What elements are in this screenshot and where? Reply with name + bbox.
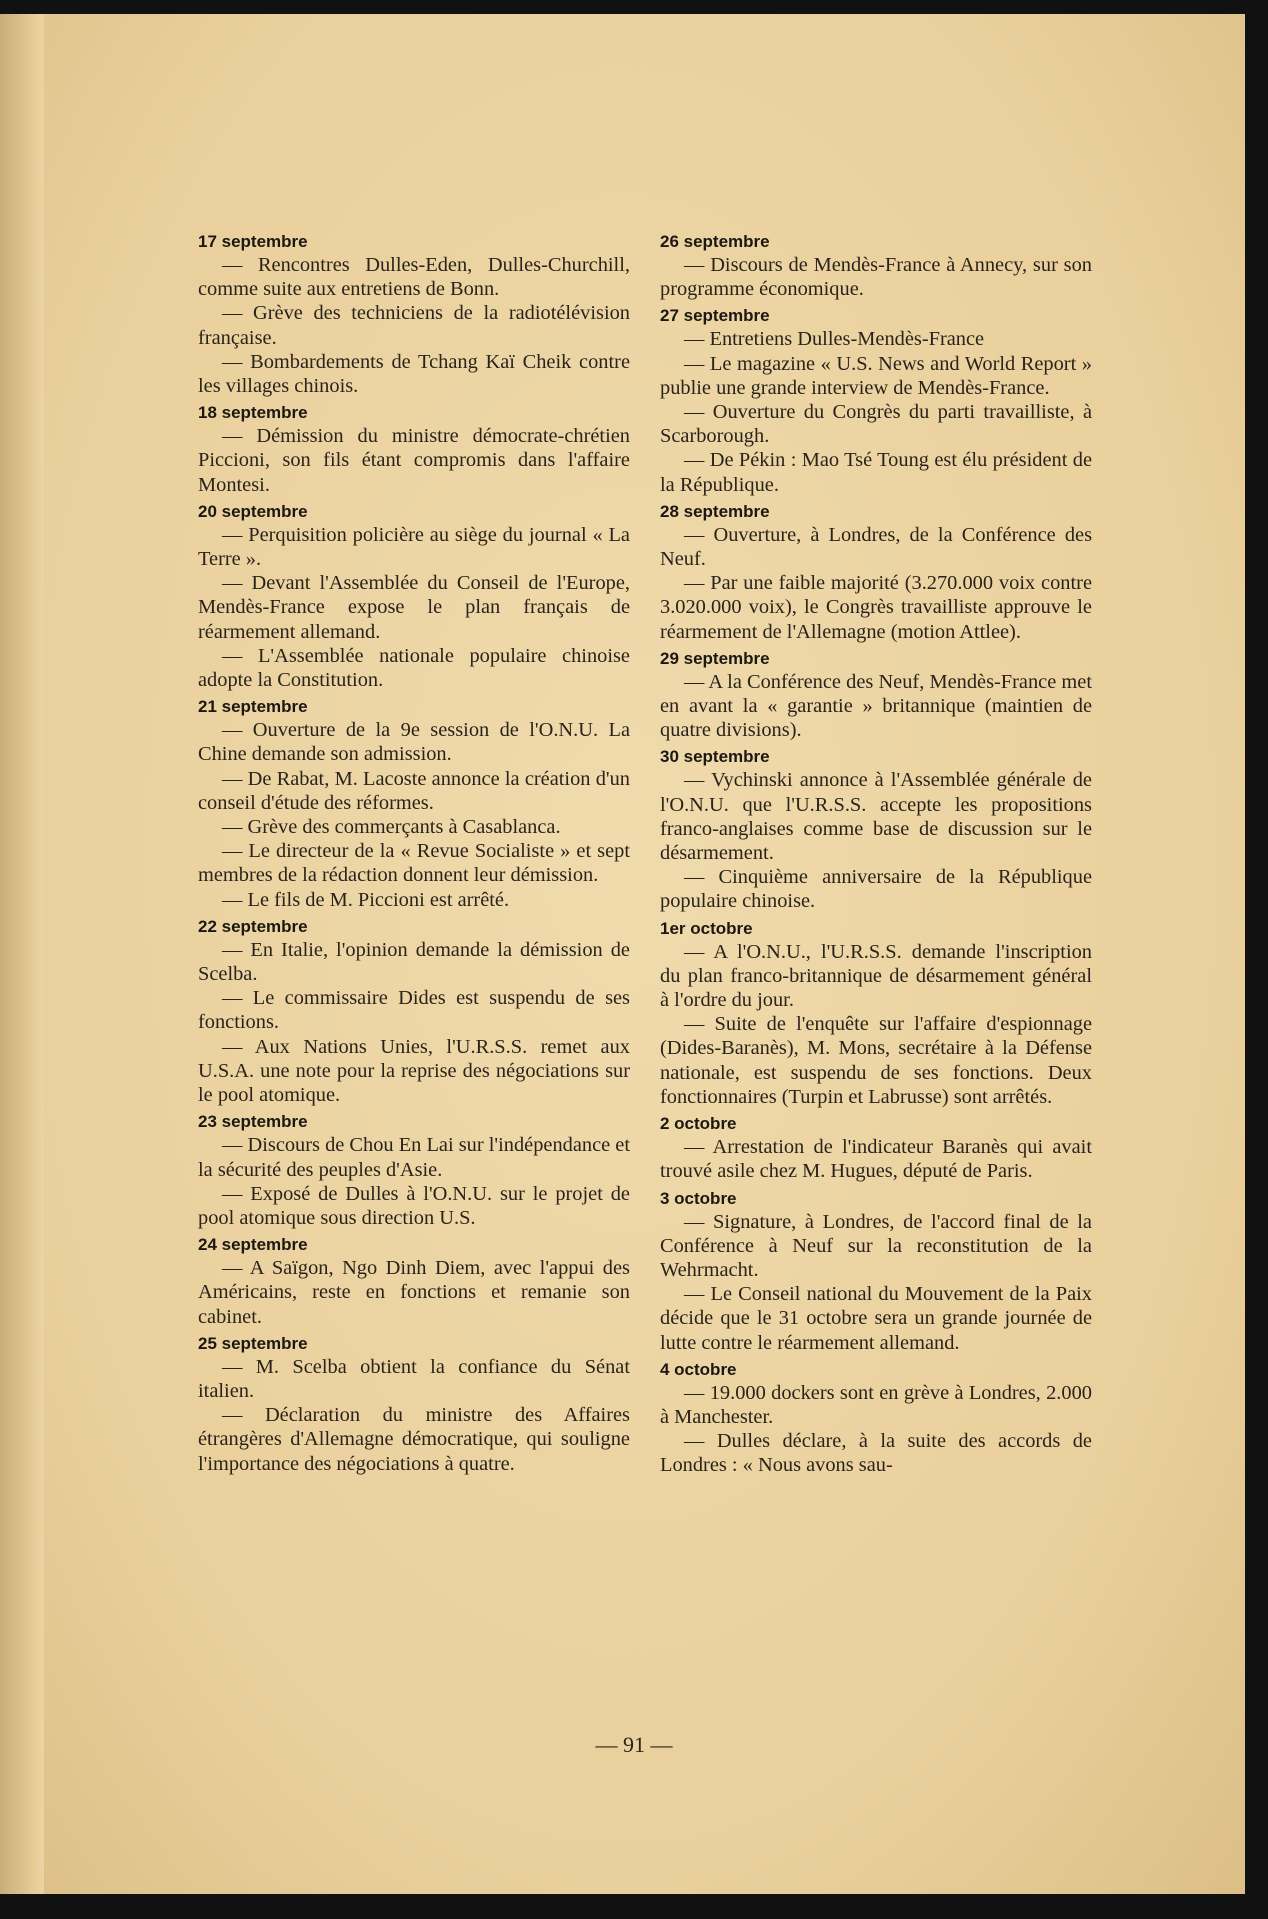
entry-23-sept bbox=[198, 1110, 630, 1230]
date-heading: 27 septembre bbox=[660, 306, 770, 326]
date-heading: 30 septembre bbox=[660, 747, 770, 767]
entry-17-sept bbox=[198, 230, 630, 398]
entry-21-sept bbox=[198, 695, 630, 912]
date-heading: 26 septembre bbox=[660, 232, 770, 251]
entry-27-sept bbox=[660, 304, 1092, 496]
entry-22-sept bbox=[198, 915, 630, 1107]
page-number: — 91 — bbox=[595, 1732, 673, 1757]
entry-text: — Exposé de Dulles à l'O.N.U. sur le projet de pool atomique sous direction U.S. bbox=[198, 1182, 630, 1229]
entry-text: — Par une faible majorité (3.270.000 voix contre 3.020.000 voix), le Congrès travailliste approuve le réarmement de l'Allemagne (motion Attlee). bbox=[660, 572, 1092, 643]
date-heading: 23 septembre bbox=[198, 1112, 308, 1132]
entry-30-sept bbox=[660, 745, 1092, 913]
entry-text: — Arrestation de l'indicateur Baranès qui avait trouvé asile chez M. Hugues, député de Paris. bbox=[660, 1136, 1092, 1183]
entry-text: — En Italie, l'opinion demande la démission de Scelba. bbox=[198, 938, 630, 986]
left-column bbox=[198, 227, 630, 1476]
date-heading: 3 octobre bbox=[660, 1188, 737, 1208]
entry-24-sept bbox=[198, 1233, 630, 1329]
entry-text: — Entretiens Dulles-Mendès-France bbox=[684, 328, 985, 351]
date-heading: 17 septembre bbox=[198, 232, 308, 251]
entry-text: — L'Assemblée nationale populaire chinoise adopte la Constitution. bbox=[198, 644, 630, 692]
entry-25-sept bbox=[198, 1332, 630, 1476]
entry-text: — Grève des techniciens de la radiotélévision française. bbox=[198, 302, 630, 349]
date-heading: 21 septembre bbox=[198, 697, 308, 717]
entry-text: — Le magazine « U.S. News and World Report » publie une grande interview de Mendès-France. bbox=[660, 352, 1092, 399]
entry-text: — Dulles déclare, à la suite des accords de Londres : « Nous avons sau- bbox=[660, 1430, 1092, 1477]
entry-text: — A l'O.N.U., l'U.R.S.S. demande l'inscription du plan franco-britannique de désarmement général à l'ordre du jour. bbox=[660, 940, 1092, 1012]
entry-text: — 19.000 dockers sont en grève à Londres, 2.000 à Manchester. bbox=[660, 1381, 1092, 1428]
entry-text: — Ouverture de la 9e session de l'O.N.U. La Chine demande son admission. bbox=[198, 719, 630, 766]
entry-text: — Rencontres Dulles-Eden, Dulles-Churchill, comme suite aux entretiens de Bonn. bbox=[198, 254, 630, 301]
entry-text: — Devant l'Assemblée du Conseil de l'Europe, Mendès-France expose le plan français de réarmement allemand. bbox=[198, 572, 630, 643]
book-spine bbox=[0, 14, 44, 1894]
entry-text: — M. Scelba obtient la confiance du Sénat italien. bbox=[198, 1355, 630, 1402]
entry-text: — Vychinski annonce à l'Assemblée générale de l'O.N.U. que l'U.R.S.S. accepte les propositions franco-anglaises comme base de discussion sur le désarmement. bbox=[660, 769, 1092, 865]
entry-text: — Bombardements de Tchang Kaï Cheik contre les villages chinois. bbox=[198, 350, 630, 398]
entry-text: — Perquisition policière au siège du journal « La Terre ». bbox=[198, 523, 630, 571]
entry-text: — Le Conseil national du Mouvement de la Paix décide que le 31 octobre sera un grande journée de lutte contre le réarmement allemand. bbox=[660, 1283, 1092, 1354]
date-heading: 1er octobre bbox=[660, 918, 753, 938]
date-heading: 2 octobre bbox=[660, 1114, 737, 1134]
entry-text: — De Rabat, M. Lacoste annonce la création d'un conseil d'étude des réformes. bbox=[198, 767, 630, 814]
entry-28-sept bbox=[660, 500, 1092, 644]
entry-text: — Discours de Chou En Lai sur l'indépendance et la sécurité des peuples d'Asie. bbox=[198, 1134, 630, 1181]
date-heading: 4 octobre bbox=[660, 1359, 737, 1379]
entry-text: — Ouverture, à Londres, de la Conférence des Neuf. bbox=[660, 523, 1092, 571]
entry-2-oct bbox=[660, 1112, 1092, 1183]
entry-text: — A la Conférence des Neuf, Mendès-France met en avant la « garantie » britannique (maintien de quatre divisions). bbox=[660, 670, 1092, 742]
entry-20-sept bbox=[198, 500, 630, 692]
entry-text: — Déclaration du ministre des Affaires étrangères d'Allemagne démocratique, qui souligne l'importance des négociations à quatre. bbox=[198, 1404, 630, 1475]
entry-text: — Démission du ministre démocrate-chrétien Piccioni, son fils étant compromis dans l'affaire Montesi. bbox=[198, 425, 630, 496]
entry-text: — Cinquième anniversaire de la République populaire chinoise. bbox=[660, 866, 1092, 913]
entry-18-sept bbox=[198, 401, 630, 497]
entry-29-sept bbox=[660, 647, 1092, 743]
entry-text: — Discours de Mendès-France à Annecy, sur son programme économique. bbox=[660, 254, 1092, 301]
entry-text: — Le directeur de la « Revue Socialiste » et sept membres de la rédaction donnent leur démission. bbox=[198, 840, 630, 887]
entry-text: — Ouverture du Congrès du parti travailliste, à Scarborough. bbox=[660, 401, 1092, 448]
entry-text: — Le fils de M. Piccioni est arrêté. bbox=[222, 888, 510, 911]
date-heading: 29 septembre bbox=[660, 648, 770, 668]
entry-text: — A Saïgon, Ngo Dinh Diem, avec l'appui des Américains, reste en fonctions et remanie son cabinet. bbox=[198, 1257, 630, 1328]
date-heading: 20 septembre bbox=[198, 501, 308, 521]
entry-26-sept bbox=[660, 230, 1092, 301]
date-heading: 22 septembre bbox=[198, 916, 308, 936]
entry-text: — Signature, à Londres, de l'accord final de la Conférence à Neuf sur la reconstitution de la Wehrmacht. bbox=[660, 1210, 1092, 1281]
date-heading: 28 septembre bbox=[660, 501, 770, 521]
date-heading: 24 septembre bbox=[198, 1235, 308, 1255]
right-column bbox=[660, 227, 1092, 1478]
entry-3-oct bbox=[660, 1187, 1092, 1355]
entry-text: — Grève des commerçants à Casablanca. bbox=[222, 816, 561, 839]
entry-text: — Aux Nations Unies, l'U.R.S.S. remet aux U.S.A. une note pour la reprise des négociations sur le pool atomique. bbox=[198, 1035, 630, 1107]
entry-text: — Suite de l'enquête sur l'affaire d'espionnage (Dides-Baranès), M. Mons, secrétaire à la Défense nationale, est suspendu de ses fonctions. Deux fonctionnaires (Turpin et Labrusse) sont arrêtés. bbox=[660, 1013, 1092, 1108]
entry-4-oct bbox=[660, 1358, 1092, 1478]
entry-text: — De Pékin : Mao Tsé Toung est élu président de la République. bbox=[660, 449, 1092, 496]
date-heading: 25 septembre bbox=[198, 1333, 308, 1353]
date-heading: 18 septembre bbox=[198, 403, 308, 423]
entry-text: — Le commissaire Dides est suspendu de ses fonctions. bbox=[198, 987, 630, 1034]
entry-1-oct bbox=[660, 917, 1092, 1109]
